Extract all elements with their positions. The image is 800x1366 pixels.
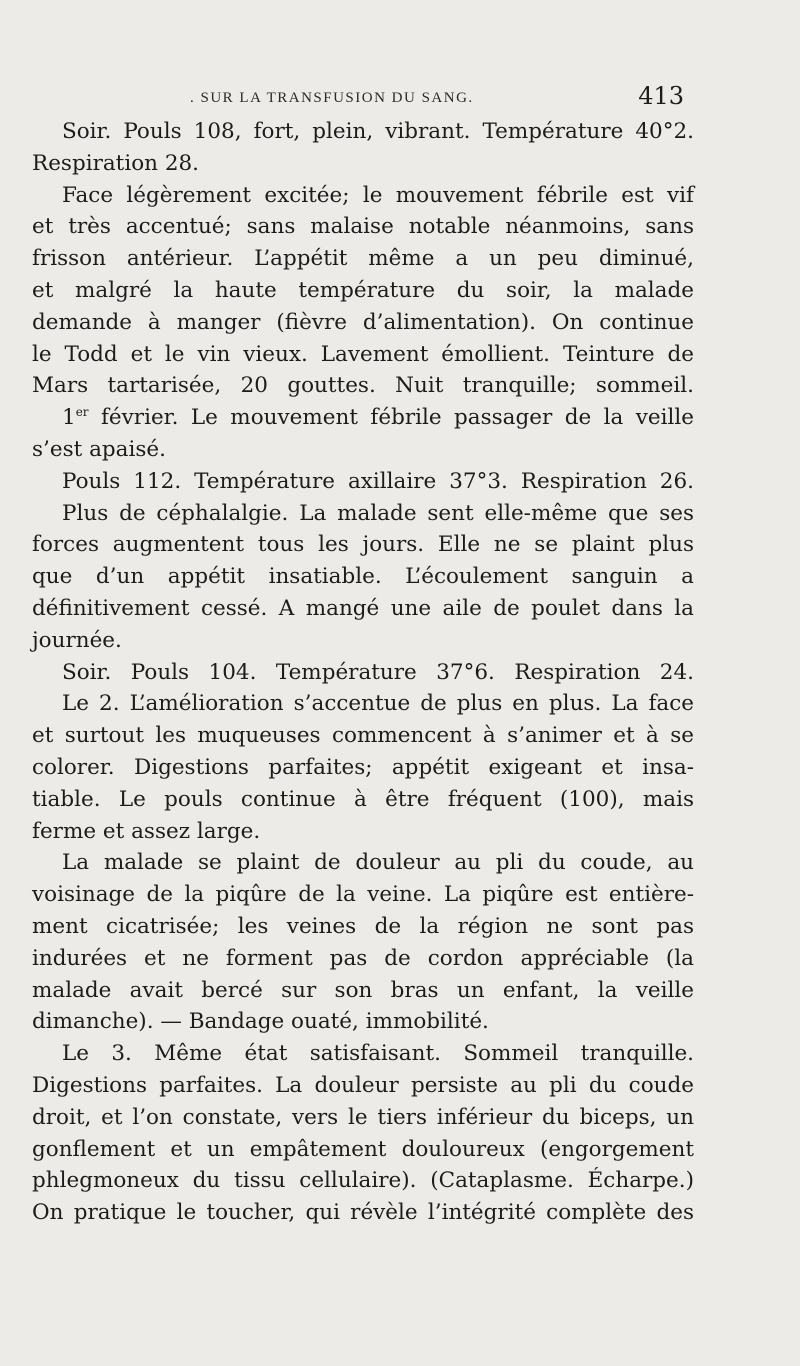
text-line: le Todd et le vin vieux. Lavement émollient. Teinture de: [32, 341, 694, 367]
text-line: Soir. Pouls 108, fort, plein, vibrant. Température 40°2.: [62, 119, 694, 144]
text-line: voisinage de la piqûre de la veine. La piqûre est entière-: [32, 882, 694, 908]
text-line: Plus de céphalalgie. La malade sent elle-même que ses: [62, 500, 694, 526]
text-line: dimanche). — Bandage ouaté, immobilité.: [32, 1009, 489, 1035]
text-line: [32, 402, 694, 434]
text-line: malade avait bercé sur son bras un enfant, la veille: [32, 977, 694, 1003]
text-line: ferme et assez large.: [32, 818, 261, 844]
text-line: journée.: [32, 627, 122, 653]
text-line: Le 2. L’amélioration s’accentue de plus en plus. La face: [62, 691, 694, 717]
text-line: définitivement cessé. A mangé une aile de poulet dans la: [32, 595, 694, 621]
text-line: frisson antérieur. L’appétit même a un peu diminué,: [32, 246, 694, 272]
text-line: Mars tartarisée, 20 gouttes. Nuit tranquille; sommeil.: [32, 373, 694, 399]
text-line: Pouls 112. Température axillaire 37°3. Respiration 26.: [62, 468, 694, 494]
ordinal-suffix: er: [75, 405, 89, 420]
running-title: . SUR LA TRANSFUSION DU SANG.: [190, 90, 474, 106]
text-line: s’est apaisé.: [32, 436, 166, 462]
text-line: que d’un appétit insatiable. L’écoulement sanguin a: [32, 564, 694, 590]
text-line: tiable. Le pouls continue à être fréquent (100), mais: [32, 786, 694, 812]
text-line: indurées et ne forment pas de cordon appréciable (la: [32, 945, 694, 971]
body-text: [32, 116, 694, 1229]
text-line: Soir. Pouls 104. Température 37°6. Respiration 24.: [62, 659, 694, 685]
text-line: colorer. Digestions parfaites; appétit exigeant et insa-: [32, 754, 694, 780]
text-line: et malgré la haute température du soir, la malade: [32, 277, 694, 303]
text-line: forces augmentent tous les jours. Elle ne se plaint plus: [32, 532, 694, 558]
text-line: et très accentué; sans malaise notable néanmoins, sans: [32, 214, 694, 240]
text-line: et surtout les muqueuses commencent à s’animer et à se: [32, 723, 694, 749]
text-line: phlegmoneux du tissu cellulaire). (Cataplasme. Écharpe.): [32, 1168, 694, 1194]
text-line: Le 3. Même état satisfaisant. Sommeil tranquille.: [62, 1041, 694, 1067]
line-remainder: février. Le mouvement fébrile passager de la veille: [88, 405, 694, 431]
day-number: 1: [62, 405, 76, 431]
text-line: ment cicatrisée; les veines de la région ne sont pas: [32, 913, 694, 939]
page-header: [40, 82, 692, 116]
text-line: Face légèrement excitée; le mouvement fébrile est vif: [62, 182, 694, 208]
page-number: 413: [638, 82, 684, 110]
text-line: Digestions parfaites. La douleur persiste au pli du coude: [32, 1072, 694, 1098]
text-line: gonflement et un empâtement douloureux (engorgement: [32, 1136, 694, 1162]
text-line: droit, et l’on constate, vers le tiers inférieur du biceps, un: [32, 1104, 694, 1130]
text-line: On pratique le toucher, qui révèle l’intégrité complète des: [32, 1200, 694, 1226]
text-line: Respiration 28.: [32, 150, 200, 176]
text-line: demande à manger (fièvre d’alimentation). On continue: [32, 309, 694, 335]
text-line: La malade se plaint de douleur au pli du coude, au: [62, 850, 694, 876]
